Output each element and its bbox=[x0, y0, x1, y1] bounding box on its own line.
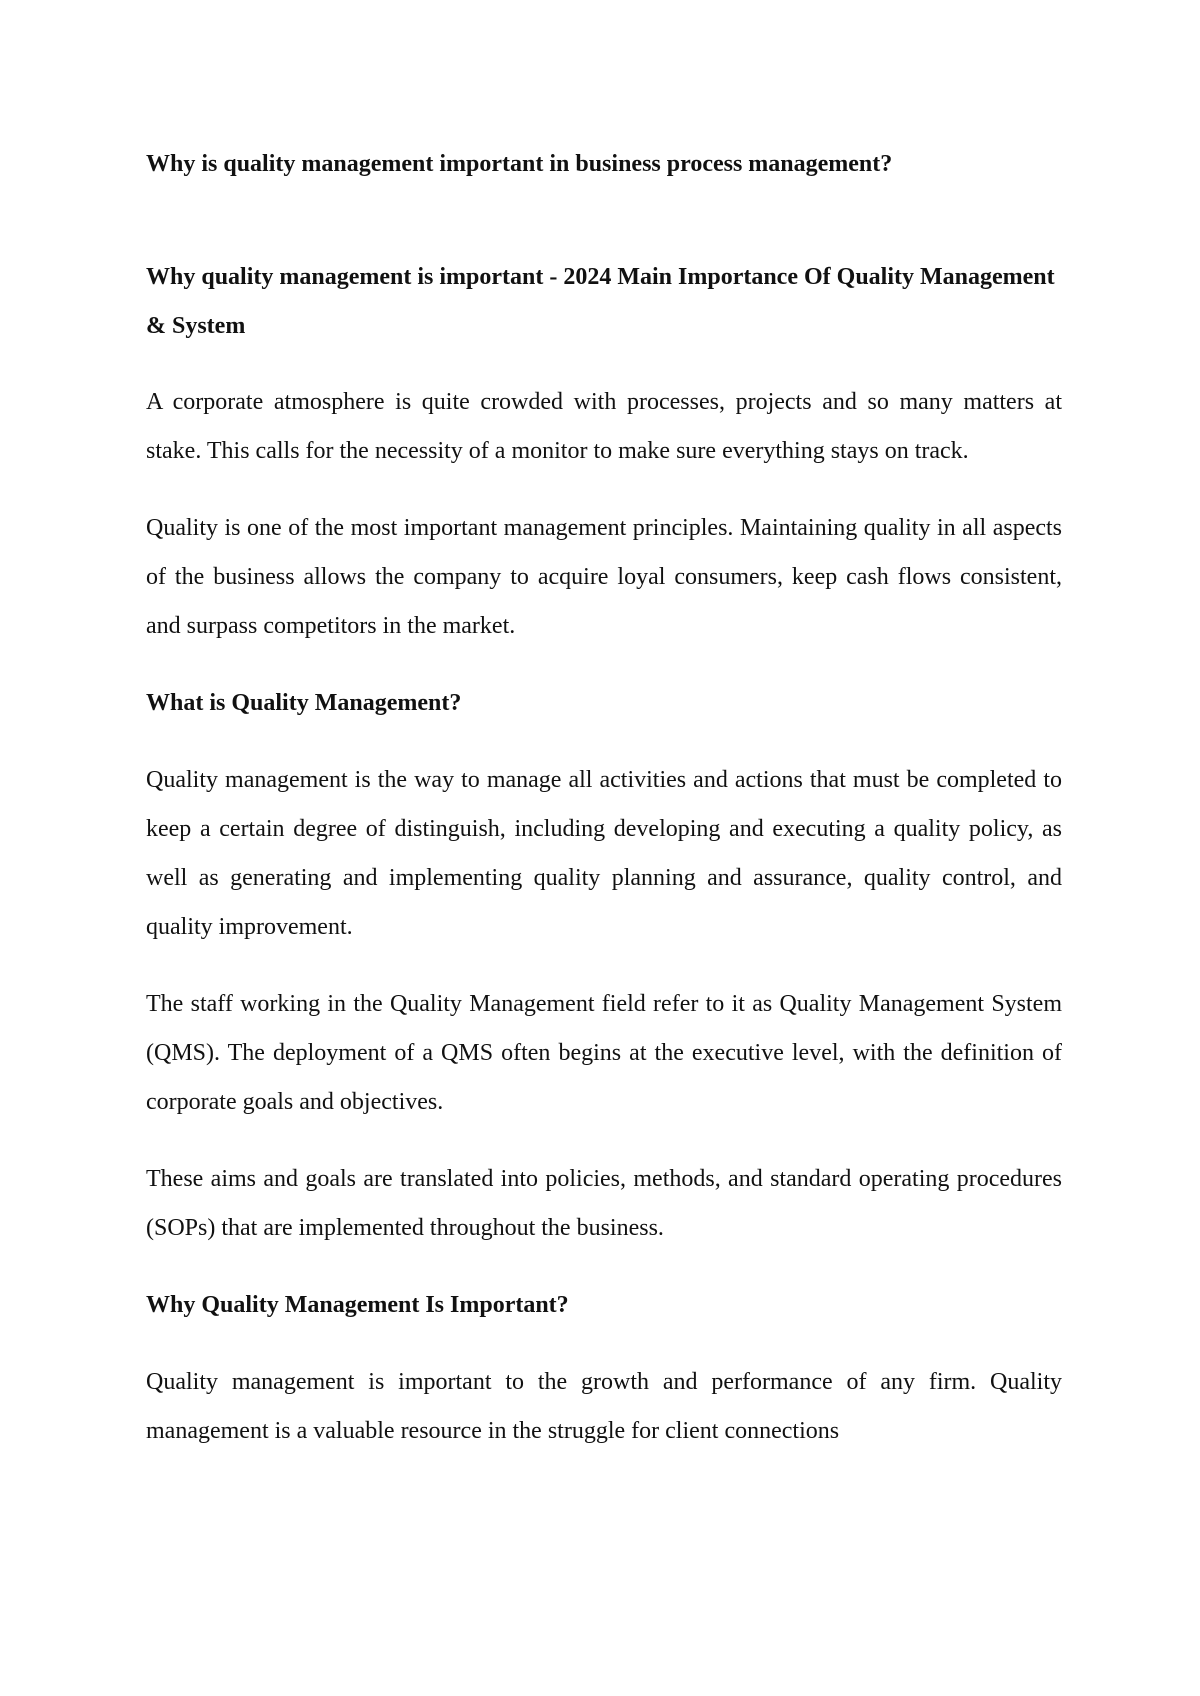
intro-paragraph-2: Quality is one of the most important management principles. Maintaining quality in all aspects of the business allows the company to acquire loyal consumers, keep cash flows consistent, and surpass competitors in the market. bbox=[146, 515, 1062, 639]
section2-paragraph-1: Quality management is important to the growth and performance of any firm. Quality management is a valuable resource in the struggle for client connections bbox=[146, 1369, 1062, 1444]
section1-paragraph-2: The staff working in the Quality Management field refer to it as Quality Management System (QMS). The deployment of a QMS often begins at the executive level, with the definition of corporate goals and objectives. bbox=[146, 991, 1062, 1115]
document-subtitle: Why quality management is important - 2024 Main Importance Of Quality Management & System bbox=[146, 264, 1055, 339]
section1-paragraph-3: These aims and goals are translated into policies, methods, and standard operating procedures (SOPs) that are implemented throughout the business. bbox=[146, 1166, 1062, 1241]
document-body bbox=[146, 140, 1062, 1456]
section1-paragraph-1: Quality management is the way to manage all activities and actions that must be completed to keep a certain degree of distinguish, including developing and executing a quality policy, as well as generating and implementing quality planning and assurance, quality control, and quality improvement. bbox=[146, 767, 1062, 940]
section-heading-why-qm-important: Why Quality Management Is Important? bbox=[146, 1292, 569, 1318]
section-heading-what-is-qm: What is Quality Management? bbox=[146, 690, 462, 716]
intro-paragraph-1: A corporate atmosphere is quite crowded with processes, projects and so many matters at stake. This calls for the necessity of a monitor to make sure everything stays on track. bbox=[146, 389, 1062, 464]
document-title: Why is quality management important in business process management? bbox=[146, 151, 893, 177]
